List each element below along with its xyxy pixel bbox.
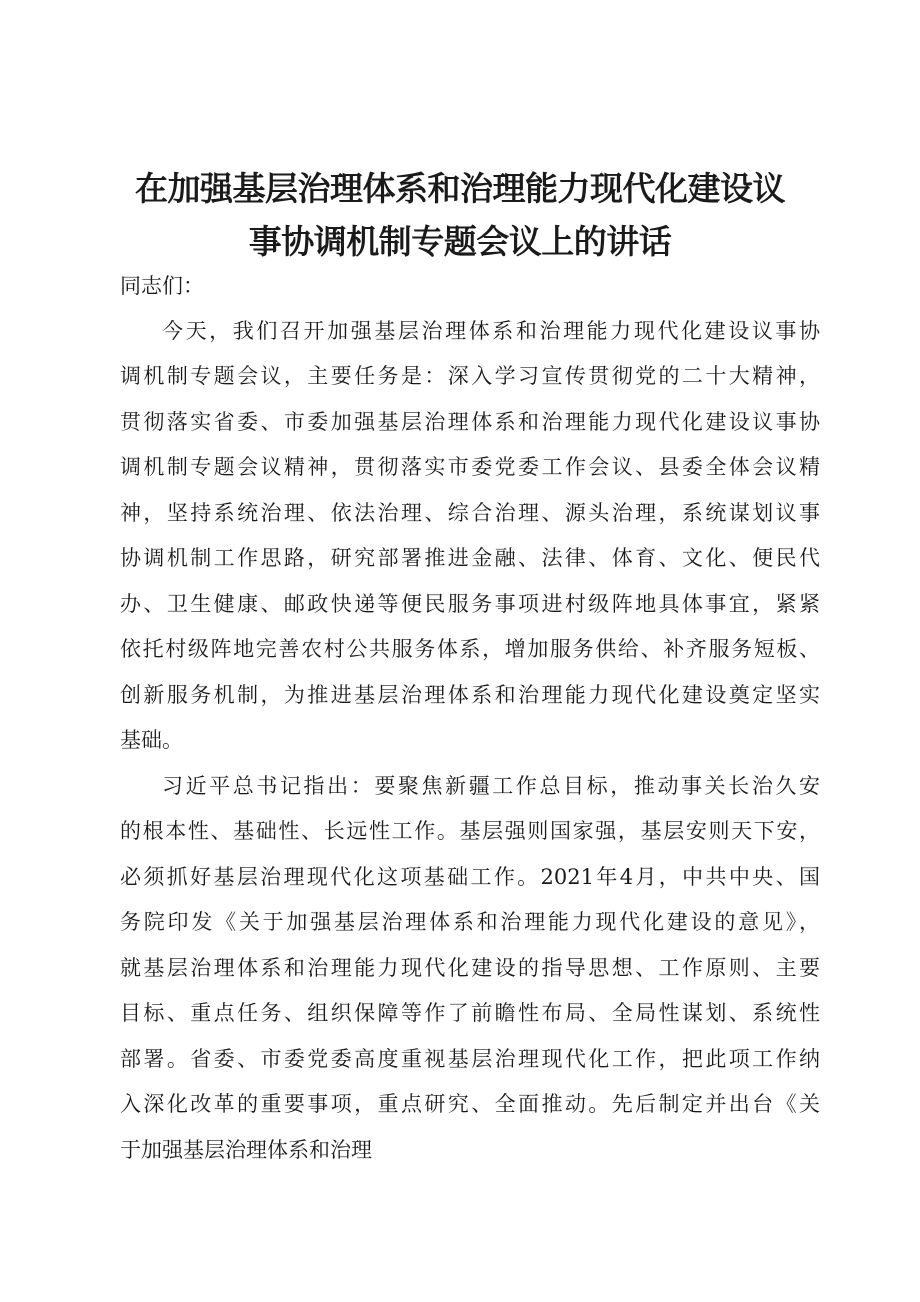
paragraph-line: 协调机制工作思路，研究部署推进金融、法律、体育、文化、便民代 bbox=[120, 546, 820, 570]
paragraph-line: 贯彻落实省委、市委加强基层治理体系和治理能力现代化建设议事协 bbox=[120, 410, 820, 434]
paragraph-line: 依托村级阵地完善农村公共服务体系，增加服务供给、补齐服务短板、 bbox=[120, 637, 820, 661]
paragraph-line: 入深化改革的重要事项，重点研究、全面推动。先后制定并出台《关 bbox=[120, 1092, 820, 1116]
paragraph-line: 的根本性、基础性、长远性工作。基层强则国家强，基层安则天下安， bbox=[120, 819, 820, 843]
paragraph-line: 调机制专题会议精神，贯彻落实市委党委工作会议、县委全体会议精 bbox=[120, 455, 820, 479]
salutation: 同志们： bbox=[120, 274, 204, 298]
paragraph-line: 今天，我们召开加强基层治理体系和治理能力现代化建设议事协 bbox=[162, 319, 820, 343]
paragraph-line: 必须抓好基层治理现代化这项基础工作。2021年4月，中共中央、国 bbox=[120, 865, 820, 889]
paragraph-line: 就基层治理体系和治理能力现代化建设的指导思想、工作原则、主要 bbox=[120, 956, 820, 980]
paragraph-line: 务院印发《关于加强基层治理体系和治理能力现代化建设的意见》， bbox=[120, 910, 820, 934]
document-title-line-2: 事协调机制专题会议上的讲话 bbox=[248, 222, 672, 261]
paragraph-line: 习近平总书记指出：要聚焦新疆工作总目标，推动事关长治久安 bbox=[162, 774, 820, 798]
document-title-line-1: 在加强基层治理体系和治理能力现代化建设议 bbox=[135, 169, 785, 208]
paragraph-line: 神，坚持系统治理、依法治理、综合治理、源头治理，系统谋划议事 bbox=[120, 501, 820, 525]
paragraph-line: 于加强基层治理体系和治理 bbox=[120, 1138, 372, 1162]
paragraph-line: 办、卫生健康、邮政快递等便民服务事项进村级阵地具体事宜，紧紧 bbox=[120, 592, 820, 616]
paragraph-line: 调机制专题会议，主要任务是：深入学习宣传贯彻党的二十大精神， bbox=[120, 364, 820, 388]
paragraph-line: 部署。省委、市委党委高度重视基层治理现代化工作，把此项工作纳 bbox=[120, 1047, 820, 1071]
paragraph-line: 目标、重点任务、组织保障等作了前瞻性布局、全局性谋划、系统性 bbox=[120, 1001, 820, 1025]
paragraph-line: 创新服务机制，为推进基层治理体系和治理能力现代化建设奠定坚实 bbox=[120, 683, 820, 707]
paragraph-line: 基础。 bbox=[120, 728, 183, 752]
